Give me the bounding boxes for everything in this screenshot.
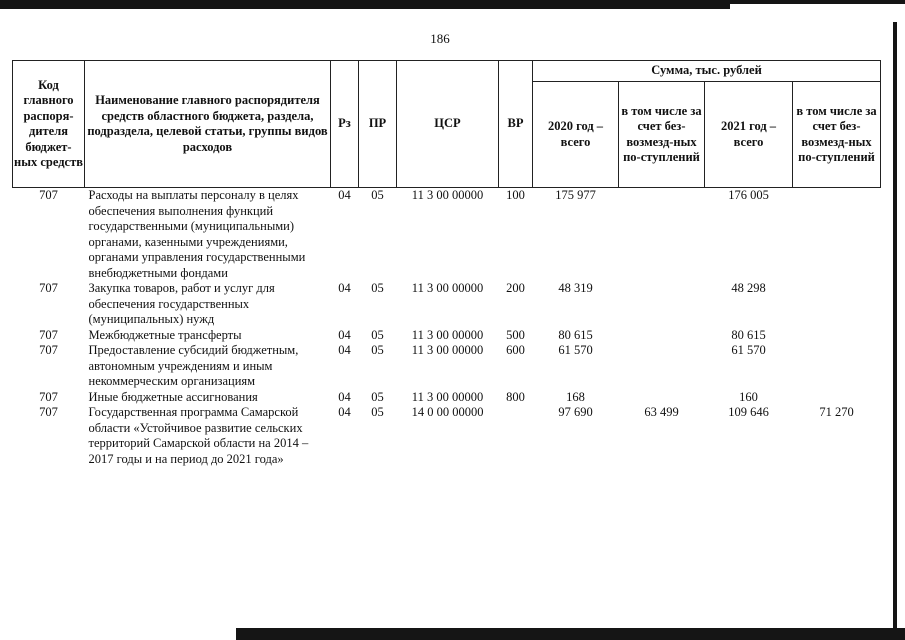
cell-name: Предоставление субсидий бюджетным, автономным учреждениям и иным некоммерческим организациям	[88, 343, 299, 388]
header-2021-total: 2021 год – всего	[705, 82, 793, 188]
table-row	[13, 188, 881, 282]
cell-pr: 05	[371, 188, 384, 202]
cell-vr: 800	[506, 389, 525, 404]
cell-2021-grants	[793, 328, 881, 344]
cell-vr	[499, 405, 533, 467]
cell-csr: 11 3 00 00000	[411, 281, 484, 295]
header-2020-grants: в том числе за счет без-возмезд-ных по-ступлений	[619, 82, 705, 188]
cell-2020-total: 48 319	[558, 281, 593, 295]
cell-rz: 04	[338, 405, 351, 419]
cell-rz: 04	[338, 343, 351, 357]
cell-2021-total: 80 615	[731, 327, 766, 342]
cell-pr: 05	[371, 281, 384, 295]
cell-2020-grants: 63 499	[644, 405, 679, 419]
cell-code: 707	[39, 389, 58, 404]
cell-csr: 11 3 00 00000	[411, 188, 484, 202]
cell-code: 707	[39, 327, 58, 342]
scan-edge-top-right	[700, 0, 905, 4]
header-code: Код главного распоря-дителя бюджет-ных средств	[13, 61, 85, 188]
table-row	[13, 328, 881, 344]
header-name: Наименование главного распорядителя средств областного бюджета, раздела, подраздела, целевой статьи, группы видов расходов	[85, 61, 331, 188]
cell-2020-grants	[619, 328, 705, 344]
cell-code: 707	[39, 188, 58, 202]
budget-table	[12, 60, 881, 467]
cell-rz: 04	[338, 327, 351, 342]
cell-2020-grants	[619, 188, 705, 282]
cell-2020-total: 61 570	[558, 343, 593, 357]
cell-2021-grants	[793, 343, 881, 390]
header-2020-total: 2020 год – всего	[533, 82, 619, 188]
cell-name: Иные бюджетные ассигнования	[88, 389, 258, 404]
cell-2021-total: 176 005	[728, 188, 769, 202]
cell-pr: 05	[371, 327, 384, 342]
cell-2020-total: 80 615	[558, 327, 593, 342]
cell-2020-grants	[619, 390, 705, 406]
cell-rz: 04	[338, 389, 351, 404]
cell-2021-total: 160	[739, 389, 758, 404]
header-rz: Рз	[331, 61, 359, 188]
cell-name: Расходы на выплаты персоналу в целях обеспечения выполнения функций государственными (муниципальными) органами, казенными учреждениями, органами управления государственными внебюджетными фондами	[88, 188, 306, 280]
cell-pr: 05	[371, 405, 384, 419]
scan-edge-right	[893, 22, 897, 640]
cell-pr: 05	[371, 343, 384, 357]
scan-edge-top	[0, 0, 730, 9]
cell-vr: 200	[506, 281, 525, 295]
table-row	[13, 343, 881, 390]
cell-code: 707	[39, 281, 58, 295]
cell-vr: 500	[506, 327, 525, 342]
cell-csr: 11 3 00 00000	[411, 389, 484, 404]
cell-2020-total: 97 690	[558, 405, 593, 419]
table-row	[13, 390, 881, 406]
cell-2020-total: 175 977	[555, 188, 596, 202]
scan-edge-bottom	[236, 628, 905, 640]
cell-code: 707	[39, 405, 58, 419]
cell-2021-grants: 71 270	[819, 405, 854, 419]
header-pr: ПР	[359, 61, 397, 188]
cell-2020-total: 168	[566, 389, 585, 404]
table-body	[13, 188, 881, 468]
cell-2021-total: 109 646	[728, 405, 769, 419]
cell-pr: 05	[371, 389, 384, 404]
cell-2021-total: 61 570	[731, 343, 766, 357]
cell-code: 707	[39, 343, 58, 357]
table-header	[13, 61, 881, 188]
header-2021-grants: в том числе за счет без-возмезд-ных по-ступлений	[793, 82, 881, 188]
cell-2021-grants	[793, 281, 881, 328]
cell-csr: 11 3 00 00000	[411, 343, 484, 357]
header-csr: ЦСР	[397, 61, 499, 188]
header-sum: Сумма, тыс. рублей	[533, 61, 881, 82]
cell-csr: 14 0 00 00000	[411, 405, 484, 419]
page-number: 186	[430, 31, 450, 46]
cell-vr: 100	[506, 188, 525, 202]
cell-name: Государственная программа Самарской области «Устойчивое развитие сельских территорий Самарской области на 2014 – 2017 годы и на период до 2021 года»	[88, 405, 309, 466]
cell-name: Закупка товаров, работ и услуг для обеспечения государственных (муниципальных) нужд	[88, 281, 275, 326]
cell-2021-grants	[793, 390, 881, 406]
cell-name: Межбюджетные трансферты	[88, 327, 242, 342]
cell-rz: 04	[338, 188, 351, 202]
cell-vr: 600	[506, 343, 525, 357]
cell-2021-grants	[793, 188, 881, 282]
cell-rz: 04	[338, 281, 351, 295]
table-row	[13, 405, 881, 467]
table-row	[13, 281, 881, 328]
cell-2020-grants	[619, 343, 705, 390]
cell-2020-grants	[619, 281, 705, 328]
header-vr: ВР	[499, 61, 533, 188]
cell-2021-total: 48 298	[731, 281, 766, 295]
cell-csr: 11 3 00 00000	[411, 327, 484, 342]
